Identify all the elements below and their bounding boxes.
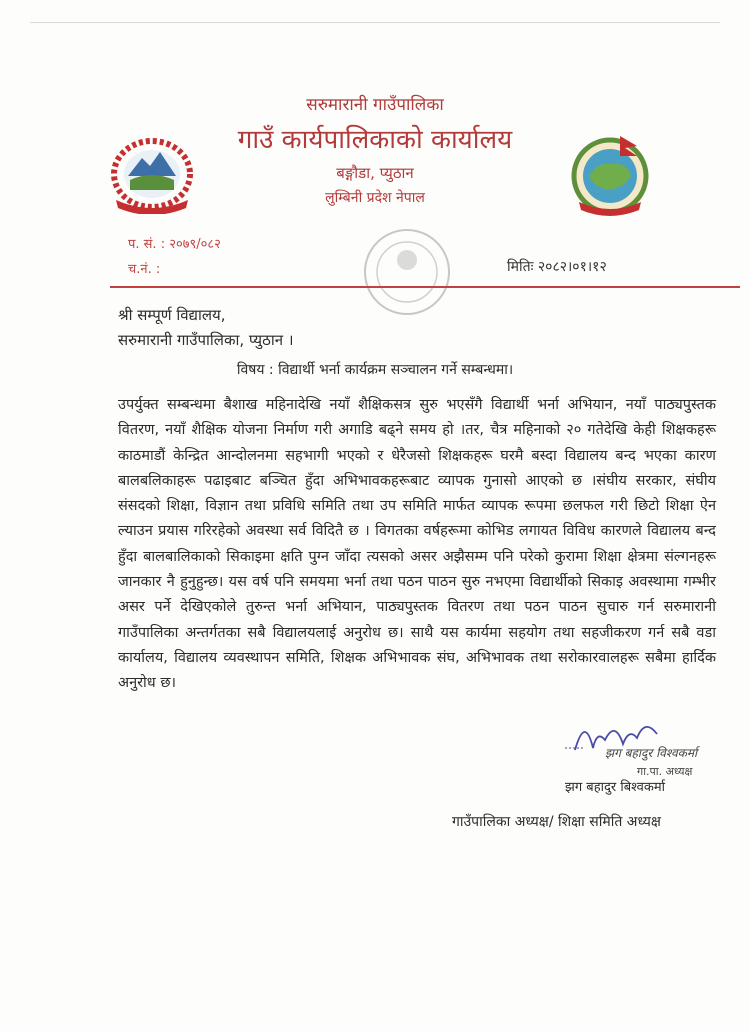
office-title: गाउँ कार्यपालिकाको कार्यालय [237,125,513,155]
letter-date: मितिः २०८२।०१।१२ [507,259,607,275]
office-stamp-icon [352,222,462,322]
addressee-line-2: सरुमारानी गाउँपालिका, प्युठान । [118,331,294,349]
letter-body: उपर्युक्त सम्बन्धमा बैशाख महिनादेखि नयाँ शैक्षिकसत्र सुरु भएसँगै विद्यार्थी भर्ना अभियान, नयाँ पाठ्यपुस्तक वितरण, नयाँ शैक्षिक योजना निर्माण गरी अगाडि बढ्ने समय हो ।तर, चैत्र महिनाको २० गतेदेखि केही शिक्षकहरू काठमाडौं केन्द्रित आन्दोलनमा सहभागी भएको र धेरैजसो शिक्षकहरू घरमै बस्दा विद्यालय बन्द भएका कारण बालबलिकाहरू पढाइबाट बञ्चित हुँदा अभिभावकहरूबाट व्यापक गुनासो आएको छ ।संघीय सरकार, संघीय संसदको शिक्षा, विज्ञान तथा प्रविधि समिति तथा उप समिति मार्फत व्यापक रूपमा छलफल गरी छिटो शिक्षा ऐन ल्याउन प्रयास गरिरहेको अवस्था सर्व विदितै छ । विगतका वर्षहरूमा कोभिड लगायत विविध कारणले विद्यालय बन्द हुँदा बालबालिकाको सिकाइमा क्षति पुग्न जाँदा त्यसको असर अझैसम्म पनि परेको कुरामा शिक्षा क्षेत्रमा संल्गनहरू जानकार नै हुनुहुन्छ। यस वर्ष पनि समयमा भर्ना तथा पठन पाठन सुरु नभएमा विद्यार्थीको सिकाइ अवस्थामा गम्भीर असर पर्ने देखिएकोले तुरुन्त भर्ना अभियान, पाठ्यपुस्तक वितरण तथा पठन पाठन सुचारु गर्न सरुमारानी गाउँपालिका अन्तर्गतका सबै विद्यालयलाई अनुरोध छ। साथै यस कार्यमा सहयोग तथा सहजीकरण गर्न सबै वडा कार्यालय, विद्यालय व्यवस्थापन समिति, शिक्षक अभिभावक संघ, अभिभावक तथा सरोकारवालहरू सबैमा हार्दिक अनुरोध छ। [118,397,716,692]
addressee-line-1: श्री सम्पूर्ण विद्यालय, [118,306,226,324]
address-line-1: बङ्गौडा, प्युठान [336,164,414,182]
municipality-name: सरुमारानी गाउँपालिका [306,95,444,115]
signature-stamp-name: झग बहादुर विश्वकर्मा [605,746,698,760]
signer-title: गाउँपालिका अध्यक्ष/ शिक्षा समिति अध्यक्ष [452,814,661,830]
dispatch-number: च.नं. : [128,262,161,277]
address-line-2: लुम्बिनी प्रदेश नेपाल [325,190,425,206]
letter-reference-number: प. सं. : २०७९/०८२ [128,237,221,252]
scan-edge-line [30,22,720,23]
signature-stamp-title: गा.पा. अध्यक्ष [637,765,693,778]
letter-subject: विषय : विद्यार्थी भर्ना कार्यक्रम सञ्चालन गर्ने सम्बन्धमा। [236,362,514,378]
letterhead-divider [110,286,740,288]
signer-name: झग बहादुर बिश्वकर्मा [565,780,665,795]
